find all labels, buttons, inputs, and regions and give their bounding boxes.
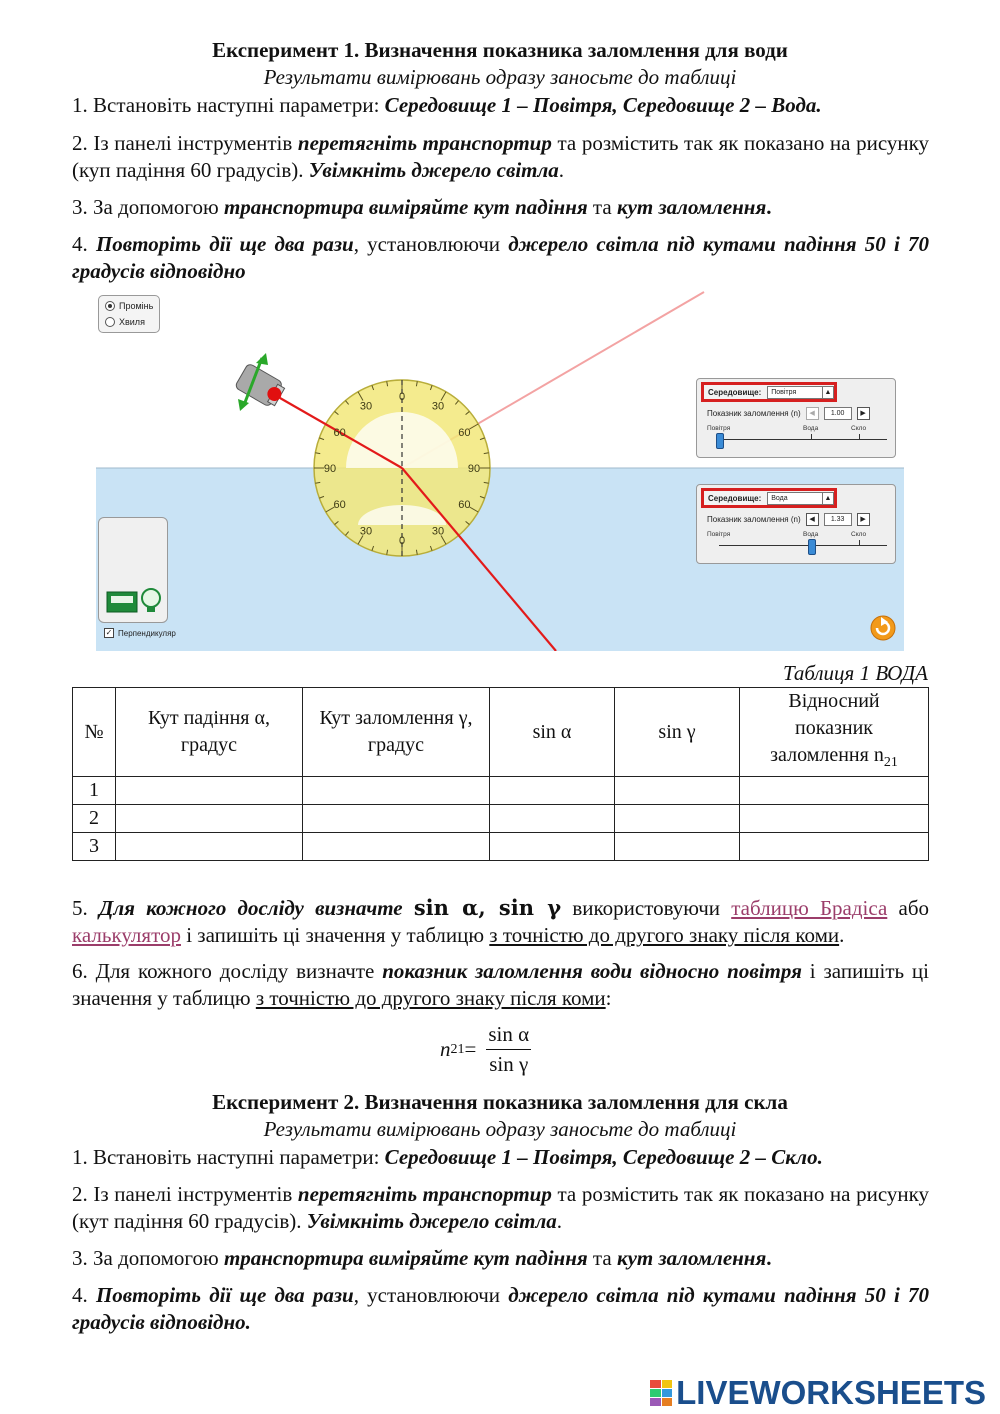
cell-input[interactable] — [615, 833, 740, 861]
step5: 5. Для кожного досліду визначте sin α, sin γ використовуючи таблицю Брадіса або калькулятор і запишіть ці значення у таблицю з точністю до другого знаку після коми. — [72, 895, 929, 947]
protractor-label: 60 — [458, 427, 471, 439]
liveworksheets-logo: LIVEWORKSHEETS — [650, 1374, 986, 1412]
medium1-increase-button[interactable]: ▶ — [857, 407, 870, 420]
medium1-panel: Середовище: Повітря ▲ Показник заломлення (n) ◀ 1.00 ▶ Повітря Вода Скло — [696, 378, 896, 458]
simulation-canvas — [96, 285, 904, 651]
exp1-title: Експеримент 1. Визначення показника заломлення для води — [212, 38, 788, 62]
protractor-label: 0 — [398, 535, 406, 547]
row-number: 2 — [73, 805, 116, 833]
light-bulb-icon — [142, 589, 160, 607]
cell-input[interactable] — [490, 805, 615, 833]
cell-input[interactable] — [740, 777, 929, 805]
table-row — [73, 805, 929, 833]
protractor-label: 30 — [431, 400, 445, 413]
protractor-label: 30 — [359, 525, 373, 538]
toolbox-panel — [98, 517, 168, 623]
medium2-index-value[interactable]: 1.33 — [824, 513, 852, 526]
cell-input[interactable] — [740, 805, 929, 833]
cell-input[interactable] — [615, 777, 740, 805]
cell-input[interactable] — [490, 777, 615, 805]
medium1-slider-thumb[interactable] — [716, 433, 724, 449]
cell-input[interactable] — [303, 833, 490, 861]
calculator-link[interactable]: калькулятор — [72, 923, 181, 947]
ray-wave-panel — [98, 295, 160, 333]
table-row — [73, 833, 929, 861]
exp2-title: Експеримент 2. Визначення показника заломлення для скла — [212, 1090, 788, 1114]
radio-wave[interactable]: Хвиля — [105, 315, 145, 329]
protractor-label: 60 — [458, 499, 471, 511]
cell-input[interactable] — [490, 833, 615, 861]
medium2-decrease-button[interactable]: ◀ — [806, 513, 819, 526]
cell-input[interactable] — [116, 777, 303, 805]
exp2-subtitle: Результати вимірювань одразу заносьте до таблиці — [263, 1117, 737, 1141]
header-incidence-angle: Кут падіння α, градус — [116, 688, 303, 777]
bradis-table-link[interactable]: таблицю Брадіса — [731, 896, 888, 920]
medium1-decrease-button[interactable]: ◀ — [806, 407, 819, 420]
exp1-step2: 2. Із панелі інструментів перетягніть транспортир та розмістить так як показано на рисунку (куп падіння 60 градусів). Увімкніть джерело світла. — [72, 131, 929, 182]
radio-ray[interactable]: Промінь — [105, 299, 153, 313]
header-relative-index: Відносний показник заломлення $n_{21}$ — [740, 688, 929, 777]
protractor-label: 90 — [323, 463, 337, 475]
exp1-step3: 3. За допомогою транспортира виміряйте кут падіння та кут заломлення. — [72, 195, 772, 219]
step6: 6. Для кожного досліду визначте показник заломлення води відносно повітря і запишіть ці значення у таблицю з точністю до другого знаку після коми: — [72, 959, 930, 1010]
protractor-label: 0 — [398, 391, 406, 403]
protractor-label: 30 — [359, 400, 373, 413]
header-sin-alpha: sin α — [490, 688, 615, 777]
data-table — [72, 687, 929, 861]
cell-input[interactable] — [740, 833, 929, 861]
exp2-step2: 2. Із панелі інструментів перетягніть транспортир та розмістить так як показано на рисунку (кут падіння 60 градусів). Увімкніть джерело світла. — [72, 1182, 929, 1233]
brand-logo-icon — [650, 1380, 672, 1406]
table-caption: Таблиця 1 ВОДА — [782, 661, 928, 685]
row-number: 1 — [73, 777, 116, 805]
protractor-label: 90 — [467, 463, 481, 475]
cell-input[interactable] — [116, 833, 303, 861]
exp1-subtitle: Результати вимірювань одразу заносьте до таблиці — [263, 65, 737, 89]
header-refraction-angle: Кут заломлення γ, градус — [303, 688, 490, 777]
table-row — [73, 777, 929, 805]
exp2-step1: 1. Встановіть наступні параметри: Середовище 1 – Повітря, Середовище 2 – Скло. — [72, 1145, 823, 1169]
row-number: 3 — [73, 833, 116, 861]
table-header-row — [73, 688, 929, 777]
header-sin-gamma: sin γ — [615, 688, 740, 777]
cell-input[interactable] — [116, 805, 303, 833]
exp1-step4: 4. Повторіть дії ще два рази, установлюючи джерело світла під кутами падіння 50 і 70 градусів відповідно — [72, 232, 929, 283]
medium1-select[interactable]: Повітря ▲ — [767, 386, 834, 399]
header-number: № — [73, 688, 116, 777]
perpendicular-toggle[interactable]: ✓ Перпендикуляр — [105, 628, 176, 638]
cell-input[interactable] — [303, 777, 490, 805]
medium2-increase-button[interactable]: ▶ — [857, 513, 870, 526]
protractor-label: 60 — [333, 499, 346, 511]
refraction-simulation — [96, 285, 904, 651]
medium2-select[interactable]: Вода ▲ — [767, 492, 834, 505]
cell-input[interactable] — [615, 805, 740, 833]
medium1-index-value[interactable]: 1.00 — [824, 407, 852, 420]
protractor-label: 60 — [333, 427, 346, 439]
exp2-step4: 4. Повторіть дії ще два рази, установлюючи джерело світла під кутами падіння 50 і 70 градусів відповідно. — [72, 1283, 929, 1334]
exp1-step1: 1. Встановіть наступні параметри: Середовище 1 – Повітря, Середовище 2 – Вода. — [72, 93, 822, 117]
protractor-label: 30 — [431, 525, 445, 538]
exp2-step3: 3. За допомогою транспортира виміряйте кут падіння та кут заломлення. — [72, 1246, 772, 1270]
medium2-panel: Середовище: Вода ▲ Показник заломлення (n) ◀ 1.33 ▶ Повітря Вода Скло — [696, 484, 896, 564]
medium2-slider-thumb[interactable] — [808, 539, 816, 555]
refractive-index-formula: n 21 = $\frac{\text{sin α}}{\text{sin γ}}$ — [440, 1022, 530, 1076]
cell-input[interactable] — [303, 805, 490, 833]
